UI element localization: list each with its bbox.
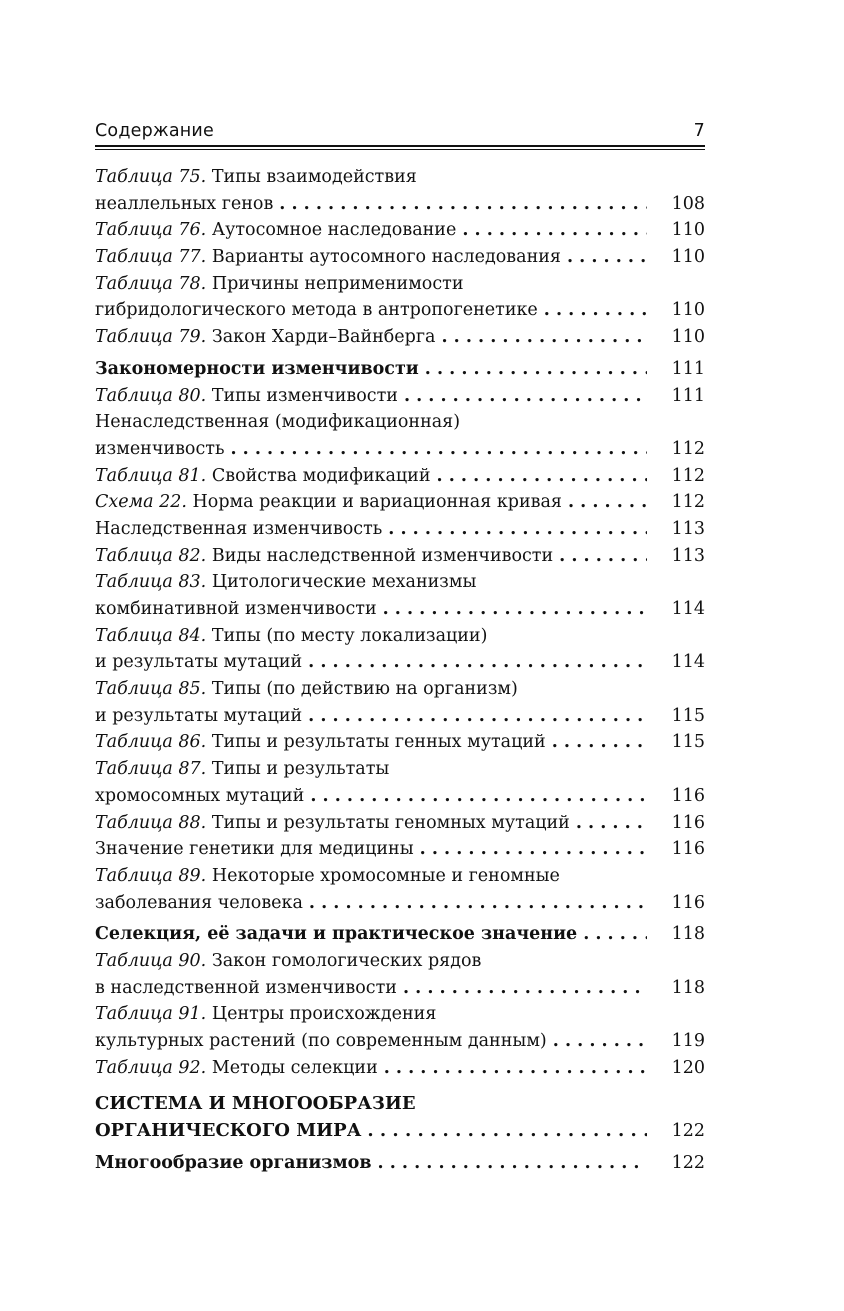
entry-title: Виды наследственной изменчивости — [211, 545, 554, 566]
dot-leader — [404, 383, 647, 410]
dot-leader — [309, 890, 647, 917]
dot-leader — [553, 1028, 647, 1055]
entry-label: Таблица 80. — [95, 385, 207, 406]
part-title: ОРГАНИЧЕСКОГО МИРА — [95, 1120, 362, 1142]
toc-subsection — [95, 836, 705, 863]
entry-page: 116 — [671, 839, 705, 860]
toc-entry — [95, 271, 705, 324]
entry-page: 120 — [671, 1057, 705, 1078]
entry-title: Закон гомологических рядов — [211, 950, 482, 971]
entry-title: Закон Харди–Вайнберга — [211, 327, 436, 348]
entry-label: Таблица 90. — [95, 950, 207, 971]
dot-leader — [567, 244, 647, 271]
dot-leader — [308, 649, 647, 676]
subsection-title: Наследственная изменчивость — [95, 518, 383, 539]
entry-page: 110 — [671, 220, 705, 241]
entry-label: Таблица 83. — [95, 572, 207, 593]
dot-leader — [576, 810, 647, 837]
entry-page: 113 — [671, 518, 705, 539]
entry-page: 110 — [671, 247, 705, 268]
entry-title: Типы и результаты — [211, 759, 390, 780]
toc-entry — [95, 676, 705, 729]
dot-leader — [308, 703, 647, 730]
entry-title: Свойства модификаций — [211, 465, 431, 486]
dot-leader — [310, 783, 647, 810]
dot-leader — [544, 297, 647, 324]
entry-label: Таблица 86. — [95, 732, 207, 753]
toc-entry — [95, 623, 705, 676]
toc-entry — [95, 217, 705, 244]
toc-entry — [95, 164, 705, 217]
dot-leader — [462, 217, 647, 244]
toc-section — [95, 356, 705, 383]
book-page — [95, 115, 705, 1176]
toc-entry — [95, 756, 705, 809]
toc-entry — [95, 569, 705, 622]
entry-page: 112 — [671, 465, 705, 486]
entry-title: Типы и результаты генных мутаций — [211, 732, 546, 753]
toc-subsection — [95, 409, 705, 462]
toc-subsection — [95, 516, 705, 543]
entry-page: 111 — [671, 385, 705, 406]
subsection-title: Значение генетики для медицины — [95, 839, 414, 860]
entry-page: 115 — [671, 732, 705, 753]
entry-page: 118 — [671, 924, 705, 945]
dot-leader — [583, 921, 647, 948]
toc-section — [95, 921, 705, 948]
dot-leader — [559, 543, 647, 570]
entry-title: Варианты аутосомного наследования — [211, 247, 561, 268]
entry-title: Типы и результаты геномных мутаций — [211, 812, 570, 833]
entry-page: 114 — [671, 652, 705, 673]
entry-title: в наследственной изменчивости — [95, 977, 397, 998]
section-title: Селекция, её задачи и практическое значение — [95, 924, 578, 945]
entry-title: Типы (по месту локализации) — [211, 625, 488, 646]
entry-label: Таблица 79. — [95, 327, 207, 348]
entry-page: 112 — [671, 492, 705, 513]
header-rule — [95, 145, 705, 150]
entry-label: Таблица 84. — [95, 625, 207, 646]
toc-entry — [95, 729, 705, 756]
entry-label: Таблица 76. — [95, 220, 207, 241]
toc-entry — [95, 1055, 705, 1082]
entry-title: Причины неприменимости — [211, 273, 464, 294]
entry-title: Норма реакции и вариационная кривая — [192, 492, 562, 513]
entry-page: 111 — [671, 358, 705, 379]
entry-page: 108 — [671, 193, 705, 214]
entry-label: Таблица 87. — [95, 759, 207, 780]
dot-leader — [552, 729, 647, 756]
entry-label: Схема 22. — [95, 492, 187, 513]
toc-entry — [95, 324, 705, 351]
dot-leader — [425, 356, 647, 383]
entry-title: Некоторые хромосомные и геномные — [211, 865, 560, 886]
section-title: Многообразие организмов — [95, 1152, 372, 1173]
entry-page: 110 — [671, 327, 705, 348]
entry-title: Аутосомное наследование — [211, 220, 457, 241]
entry-title: Типы изменчивости — [211, 385, 398, 406]
entry-page: 116 — [671, 812, 705, 833]
dot-leader — [367, 1118, 647, 1145]
entry-label: Таблица 78. — [95, 273, 207, 294]
dot-leader — [388, 516, 647, 543]
toc-entry — [95, 383, 705, 410]
dot-leader — [378, 1150, 647, 1177]
entry-page: 110 — [671, 300, 705, 321]
table-of-contents — [95, 164, 705, 1176]
entry-page: 114 — [671, 599, 705, 619]
entry-label: Таблица 82. — [95, 545, 207, 566]
entry-label: Таблица 75. — [95, 167, 207, 187]
dot-leader — [403, 975, 647, 1002]
entry-page: 116 — [671, 892, 705, 913]
dot-leader — [230, 436, 647, 463]
toc-entry — [95, 863, 705, 916]
entry-label: Таблица 91. — [95, 1004, 207, 1025]
entry-page: 118 — [671, 977, 705, 998]
dot-leader — [568, 489, 647, 516]
page-number: 7 — [693, 121, 705, 141]
toc-entry — [95, 1001, 705, 1054]
dot-leader — [384, 1055, 647, 1082]
entry-page: 119 — [671, 1031, 705, 1051]
toc-entry — [95, 489, 705, 516]
running-header — [95, 115, 705, 141]
entry-page: 116 — [671, 785, 705, 806]
dot-leader — [420, 836, 647, 863]
entry-title: Цитологические механизмы — [211, 572, 477, 593]
entry-label: Таблица 77. — [95, 247, 207, 268]
entry-title: Методы селекции — [211, 1057, 378, 1078]
dot-leader — [279, 191, 647, 218]
entry-page: 112 — [671, 438, 705, 459]
toc-entry — [95, 543, 705, 570]
entry-page: 122 — [671, 1152, 705, 1173]
toc-section — [95, 1150, 705, 1177]
section-title: Закономерности изменчивости — [95, 358, 419, 379]
entry-label: Таблица 92. — [95, 1057, 207, 1078]
toc-entry — [95, 948, 705, 1001]
entry-label: Таблица 81. — [95, 465, 207, 486]
dot-leader — [441, 324, 647, 351]
dot-leader — [383, 596, 647, 623]
toc-part — [95, 1091, 705, 1144]
entry-title: Типы (по действию на организм) — [211, 679, 518, 700]
entry-title: комбинативной изменчивости — [95, 599, 377, 619]
entry-page: 122 — [671, 1121, 705, 1142]
entry-label: Таблица 89. — [95, 865, 207, 886]
entry-title: Центры происхождения — [211, 1004, 437, 1025]
entry-title: заболевания человека — [95, 892, 303, 913]
entry-title: и результаты мутаций — [95, 652, 303, 673]
entry-label: Таблица 88. — [95, 812, 207, 833]
toc-entry — [95, 244, 705, 271]
entry-page: 113 — [671, 545, 705, 566]
subsection-title: Ненаследственная (модификационная) — [95, 412, 461, 433]
entry-title: хромосомных мутаций — [95, 785, 305, 806]
dot-leader — [437, 463, 647, 490]
subsection-title: изменчивость — [95, 438, 225, 459]
toc-entry — [95, 463, 705, 490]
entry-label: Таблица 85. — [95, 679, 207, 700]
entry-title: Типы взаимодействия — [211, 167, 417, 187]
toc-entry — [95, 810, 705, 837]
entry-title: культурных растений (по современным данным) — [95, 1031, 547, 1051]
entry-title: гибридологического метода в антропогенетике — [95, 300, 538, 321]
entry-title: неаллельных генов — [95, 193, 274, 214]
entry-title: и результаты мутаций — [95, 705, 303, 726]
entry-page: 115 — [671, 705, 705, 726]
part-title: СИСТЕМА И МНОГООБРАЗИЕ — [95, 1093, 416, 1115]
running-header-title: Содержание — [95, 121, 214, 141]
